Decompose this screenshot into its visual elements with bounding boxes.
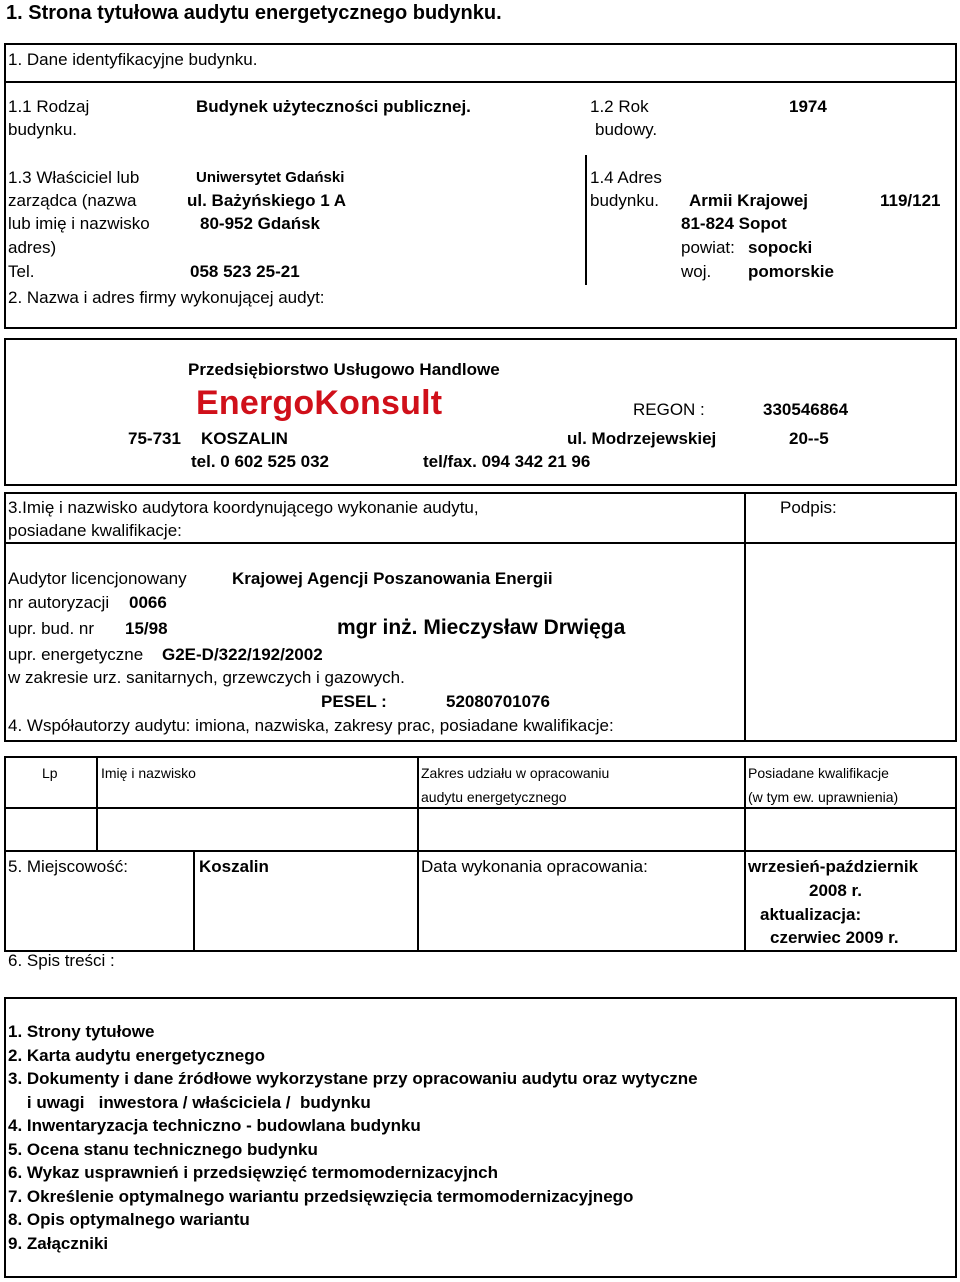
owner-label-line: Tel. — [8, 262, 35, 281]
woj-label: woj. — [681, 262, 712, 281]
rok-value: 1974 — [789, 97, 827, 116]
upr-energ-value: G2E-D/322/192/2002 — [162, 645, 323, 664]
toc-item: 2. Karta audytu energetycznego — [8, 1045, 265, 1065]
company-number: 20--5 — [789, 429, 829, 448]
zakres: w zakresie urz. sanitarnych, grzewczych i gazowych. — [8, 668, 405, 687]
regon-value: 330546864 — [763, 400, 849, 419]
section-1-header: 1. Dane identyfikacyjne budynku. — [8, 50, 258, 69]
adres-label: 1.4 Adres — [590, 168, 662, 187]
col-header-scope-2: audytu energetycznego — [421, 789, 567, 805]
toc-item: 8. Opis optymalnego wariantu — [8, 1210, 250, 1229]
podpis-label: Podpis: — [780, 498, 837, 517]
toc-item: 7. Określenie optymalnego wariantu przedsięwzięcia termomodernizacyjnego — [8, 1186, 634, 1206]
rodzaj-label-2: budynku. — [8, 120, 77, 139]
company-fax: tel/fax. 094 342 21 96 — [423, 452, 591, 471]
regon-label: REGON : — [633, 400, 705, 419]
table-col-divider — [744, 756, 746, 852]
audytor-label: Audytor licencjonowany — [8, 569, 187, 588]
company-logo: EnergoKonsult — [196, 384, 443, 422]
pesel-value: 52080701076 — [446, 692, 551, 711]
owner-street: ul. Bażyńskiego 1 A — [187, 191, 347, 210]
col-header-scope: Zakres udziału w opracowaniu — [421, 765, 610, 781]
rok-label-2: budowy. — [595, 120, 658, 139]
rodzaj-label: 1.1 Rodzaj — [8, 97, 90, 116]
miejscowosc-value: Koszalin — [199, 857, 269, 876]
building-street: Armii Krajowej — [689, 191, 809, 210]
building-number: 119/121 — [880, 191, 941, 210]
section-3-header-2: posiadane kwalifikacje: — [8, 521, 182, 540]
col-header-qualifications: Posiadane kwalifikacje — [748, 765, 889, 781]
rok-label: 1.2 Rok — [590, 97, 649, 116]
data-value: wrzesień-październik — [748, 857, 919, 876]
toc-item: 4. Inwentaryzacja techniczno - budowlana budynku — [8, 1116, 421, 1135]
adres-label-2: budynku. — [590, 191, 659, 210]
divider — [417, 850, 419, 952]
upr-energ-label: upr. energetyczne — [8, 645, 144, 664]
owner-label-line: zarządca (nazwa — [8, 191, 137, 210]
divider — [193, 850, 195, 952]
agencja: Krajowej Agencji Poszanowania Energii — [232, 569, 553, 588]
owner-label-line: lub imię i nazwisko — [8, 214, 150, 233]
owner-city: 80-952 Gdańsk — [200, 214, 321, 233]
owner-phone: 058 523 25-21 — [190, 262, 300, 281]
divider — [585, 155, 587, 285]
nr-label: nr autoryzacji — [8, 593, 110, 612]
owner-name: Uniwersytet Gdański — [196, 169, 345, 186]
upr-label: upr. bud. nr — [8, 619, 95, 638]
rodzaj-value: Budynek użyteczności publicznej. — [196, 97, 471, 116]
divider — [744, 492, 746, 742]
spis-label: 6. Spis treści : — [8, 951, 115, 970]
page-title: 1. Strona tytułowa audytu energetycznego budynku. — [6, 2, 502, 24]
toc-item: 5. Ocena stanu technicznego budynku — [8, 1139, 318, 1159]
company-type: Przedsiębiorstwo Usługowo Handlowe — [188, 360, 500, 379]
data-label: Data wykonania opracowania: — [421, 857, 648, 876]
divider — [744, 850, 746, 952]
section-4-header: 4. Współautorzy audytu: imiona, nazwiska, zakresy prac, posiadane kwalifikacje: — [8, 716, 614, 735]
divider — [4, 81, 957, 83]
toc-item: 1. Strony tytułowe — [8, 1022, 155, 1041]
toc-item: 3. Dokumenty i dane źródłowe wykorzystane przy opracowaniu audytu oraz wytyczne — [8, 1069, 698, 1088]
divider — [4, 542, 957, 544]
owner-label-line: adres) — [8, 238, 57, 257]
pesel-label: PESEL : — [321, 692, 387, 711]
col-header-lp: Lp — [42, 765, 58, 781]
powiat-value: sopocki — [748, 238, 813, 257]
data-value: czerwiec 2009 r. — [770, 928, 899, 947]
company-street: ul. Modrzejewskiej — [567, 429, 717, 448]
upr-value: 15/98 — [125, 619, 168, 638]
woj-value: pomorskie — [748, 262, 834, 281]
section-2-header: 2. Nazwa i adres firmy wykonującej audyt: — [8, 288, 325, 307]
col-header-name: Imię i nazwisko — [101, 765, 196, 781]
section-1-box — [4, 43, 957, 329]
owner-label-line: 1.3 Właściciel lub — [8, 168, 140, 187]
company-tel: tel. 0 602 525 032 — [191, 452, 330, 471]
auditor-name: mgr inż. Mieczysław Drwięga — [337, 616, 626, 639]
company-zip: 75-731 — [128, 429, 181, 448]
table-col-divider — [96, 756, 98, 852]
nr-value: 0066 — [129, 593, 167, 612]
toc-item: 9. Załączniki — [8, 1233, 109, 1253]
table-col-divider — [417, 756, 419, 852]
powiat-label: powiat: — [681, 238, 735, 257]
miejscowosc-label: 5. Miejscowość: — [8, 857, 128, 876]
col-header-qualifications-2: (w tym ew. uprawnienia) — [748, 789, 899, 805]
data-value: aktualizacja: — [760, 905, 862, 924]
section-3-header: 3.Imię i nazwisko audytora koordynującego wykonanie audytu, — [8, 498, 479, 517]
company-city: KOSZALIN — [201, 429, 288, 448]
toc-item: 6. Wykaz usprawnień i przedsięwzięć termomodernizacyjnch — [8, 1163, 499, 1182]
toc-item: i uwagi inwestora / właściciela / budynku — [8, 1092, 371, 1112]
building-city: 81-824 Sopot — [681, 214, 787, 233]
data-value: 2008 r. — [809, 881, 862, 900]
table-row-divider — [4, 807, 957, 809]
